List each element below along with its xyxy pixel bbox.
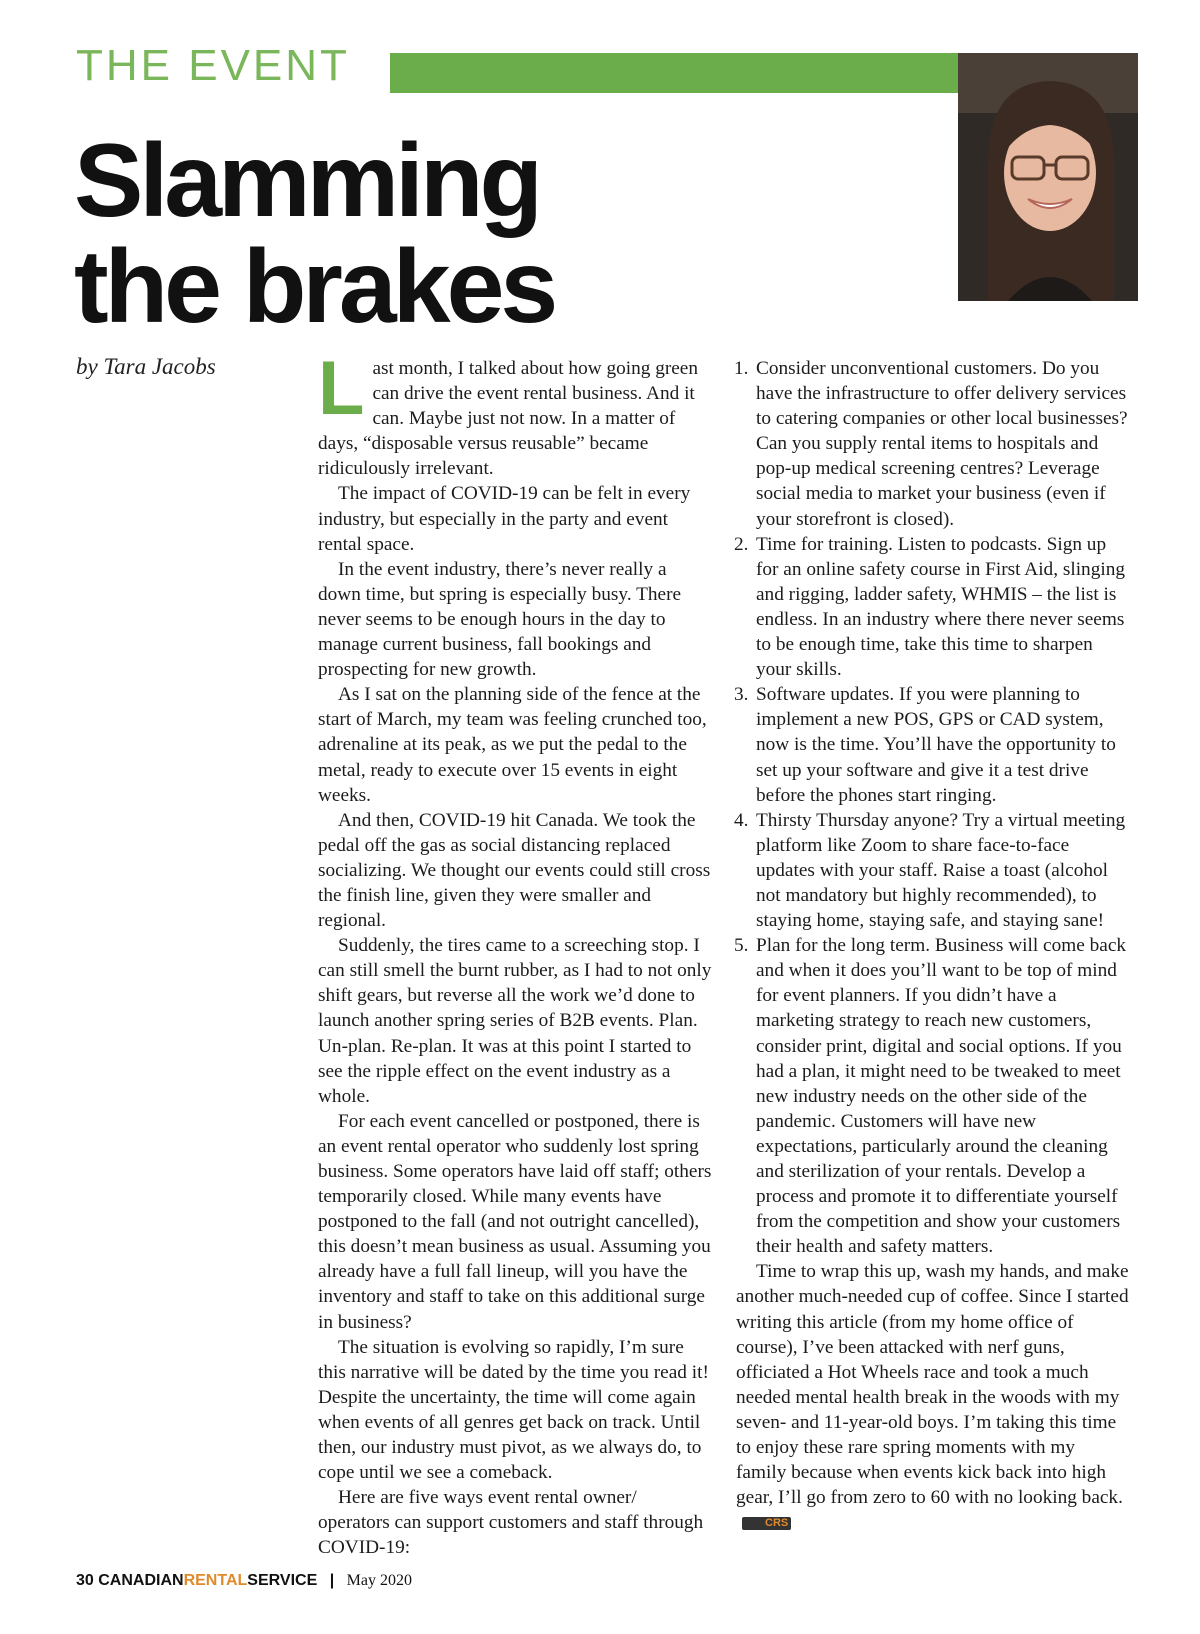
article-column-1	[318, 346, 712, 1561]
magazine-name-part-1: CANADIAN	[98, 1572, 184, 1589]
byline: by Tara Jacobs	[76, 354, 216, 379]
footer-separator: |	[329, 1572, 335, 1589]
issue-date: May 2020	[346, 1572, 412, 1589]
drop-cap: L	[318, 346, 365, 431]
magazine-name-part-2: RENTAL	[183, 1572, 248, 1589]
article-paragraph: As I sat on the planning side of the fence at the start of March, my team was feeling crunched too, adrenaline at its peak, as we put the pedal to the metal, ready to execute over 15 events in eight weeks.	[318, 684, 707, 806]
list-item: 4. Thirsty Thursday anyone? Try a virtual meeting platform like Zoom to share face-to-face updates with your staff. Raise a toast (alcohol not mandatory but highly recommended), to staying home, staying safe, and staying sane!	[734, 809, 1126, 932]
headline-line-1: Slamming	[74, 123, 539, 239]
article-paragraph: The impact of COVID-19 can be felt in every industry, but especially in the party and event rental space.	[318, 483, 691, 555]
magazine-name-part-3: SERVICE	[247, 1572, 318, 1589]
page-number: 30	[76, 1572, 94, 1589]
article-paragraph: Last month, I talked about how going green can drive the event rental business. And it can. Maybe just not now. In a matter of days, “disposable versus reusable” became ridiculously irrelevant.	[318, 346, 699, 480]
end-mark-logo: CRS	[742, 1517, 791, 1530]
article-paragraph: Here are five ways event rental owner/ operators can support customers and staff through COVID-19:	[318, 1487, 704, 1559]
article-column-2	[736, 356, 1130, 1535]
article-paragraph: Suddenly, the tires came to a screeching stop. I can still smell the burnt rubber, as I had to not only shift gears, but reverse all the work we’d done to launch another spring series of B2B events. Plan. Un-plan. Re-plan. It was at this point I started to see the ripple effect on the event industry as a whole.	[318, 935, 712, 1107]
article-paragraph: For each event cancelled or postponed, there is an event rental operator who suddenly lost spring business. Some operators have laid off staff; others temporarily closed. While many events have postponed to the fall (and not outright cancelled), this doesn’t mean business as usual. Assuming you already have a full fall lineup, will you have the inventory and staff to take on this additional surge in business?	[318, 1110, 712, 1333]
list-item: 2. Time for training. Listen to podcasts. Sign up for an online safety course in First Aid, slinging and rigging, ladder safety, WHMIS – the list is endless. In an industry where there never seems to be enough time, take this time to sharpen your skills.	[734, 533, 1125, 681]
list-item: 5. Plan for the long term. Business will come back and when it does you’ll want to be top of mind for event planners. If you didn’t have a marketing strategy to reach new customers, consider print, digital and social options. If you had a plan, it might need to be tweaked to meet new industry needs on the other side of the pandemic. Customers will have new expectations, particularly around the cleaning and sterilization of your rentals. Develop a process and promote it to differentiate yourself from the competition and show your customers their health and safety matters.	[734, 935, 1127, 1258]
list-item: 1. Consider unconventional customers. Do you have the infrastructure to offer delivery services to catering companies or other local businesses? Can you supply rental items to hospitals and pop-up medical screening centres? Leverage social media to market your business (even if your storefront is closed).	[734, 358, 1128, 530]
closing-paragraph: Time to wrap this up, wash my hands, and make another much-needed cup of coffee. Since I started writing this article (from my home office of course), I’ve been attacked with nerf guns, officiated a Hot Wheels race and took a much needed mental health break in the woods with my seven- and 11-year-old boys. I’m taking this time to enjoy these rare spring moments with my family because when events kick back into high gear, I’ll go from zero to 60 with no looking back.CRS	[736, 1261, 1129, 1530]
author-photo-image	[958, 53, 1138, 301]
section-label: THE EVENT	[76, 41, 350, 90]
tips-list	[736, 356, 1130, 1259]
article-paragraph: The situation is evolving so rapidly, I’m sure this narrative will be dated by the time you read it! Despite the uncertainty, the time will come again when events of all genres get back on track. Until then, our industry must pivot, as we always do, to cope until we see a comeback.	[318, 1336, 709, 1484]
author-photo	[958, 53, 1138, 301]
headline	[74, 123, 555, 345]
list-item: 3. Software updates. If you were planning to implement a new POS, GPS or CAD system, now is the time. You’ll have the opportunity to set up your software and give it a test drive before the phones start ringing.	[734, 684, 1116, 806]
article-paragraph: And then, COVID-19 hit Canada. We took the pedal off the gas as social distancing replaced socializing. We thought our events could still cross the finish line, given they were smaller and regional.	[318, 809, 711, 932]
page-footer	[76, 1572, 412, 1590]
section-divider-bar	[390, 53, 958, 93]
headline-line-2: the brakes	[74, 229, 555, 345]
article-paragraph: In the event industry, there’s never really a down time, but spring is especially busy. There never seems to be enough hours in the day to manage current business, fall bookings and prospecting for new growth.	[318, 558, 682, 681]
